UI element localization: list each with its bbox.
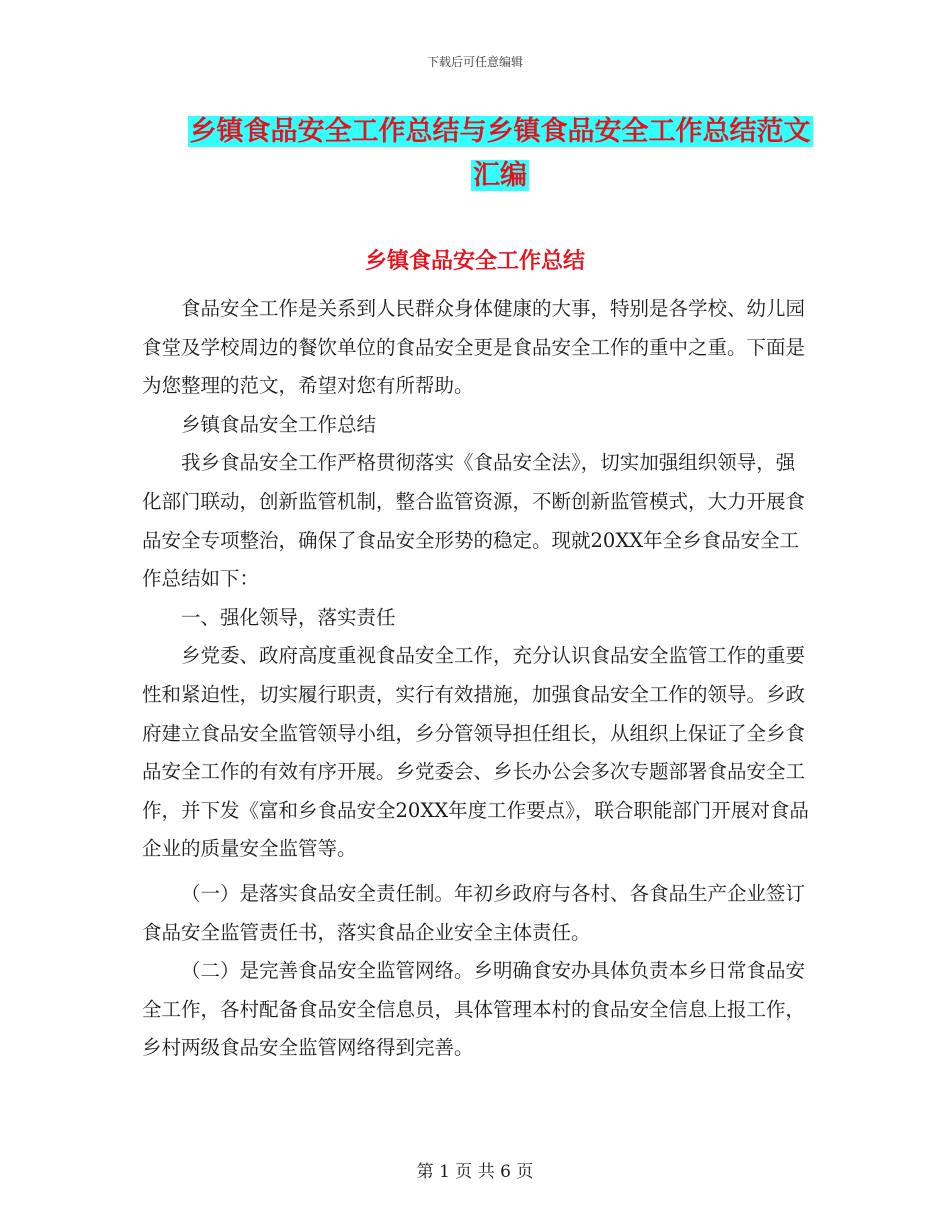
header-note: 下载后可任意编辑: [426, 55, 523, 69]
paragraph-heading-one: 一、强化领导，落实责任: [181, 605, 396, 629]
document-title: [150, 110, 850, 198]
paragraph-overview: 我乡食品安全工作严格贯彻落实《食品安全法》，切实加强组织领导，强化部门联动，创新监管机制，整合监管资源，不断创新监管模式，大力开展食品安全专项整治，确保了食品安全形势的稳定。现就20XX年全乡食品安全工作总结如下：: [142, 451, 806, 591]
paragraph-item-2: （二）是完善食品安全监管网络。乡明确食安办具体负责本乡日常食品安全工作，各村配备食品安全信息员，具体管理本村的食品安全信息上报工作，乡村两级食品安全监管网络得到完善。: [142, 959, 806, 1060]
document-title-line-2: 汇编: [473, 160, 527, 191]
document-body: [142, 290, 814, 1068]
document-title-line-1: 乡镇食品安全工作总结与乡镇食品安全工作总结范文: [189, 116, 811, 147]
section-title: 乡镇食品安全工作总结: [364, 249, 585, 274]
paragraph-leadership: 乡党委、政府高度重视食品安全工作，充分认识食品安全监管工作的重要性和紧迫性，切实履行职责，实行有效措施，加强食品安全工作的领导。乡政府建立食品安全监管领导小组，乡分管领导担任组长，从组织上保证了全乡食品安全工作的有效有序开展。乡党委会、乡长办公会多次专题部署食品安全工作，并下发《富和乡食品安全20XX年度工作要点》，联合职能部门开展对食品企业的质量安全监管等。: [142, 644, 809, 861]
paragraph-item-1: （一）是落实食品安全责任制。年初乡政府与各村、各食品生产企业签订食品安全监管责任书，落实食品企业安全主体责任。: [142, 881, 806, 944]
paragraph-subheading: 乡镇食品安全工作总结: [181, 412, 377, 436]
page-number: 第 1 页 共 6 页: [416, 1162, 534, 1182]
paragraph-intro: 食品安全工作是关系到人民群众身体健康的大事，特别是各学校、幼儿园食堂及学校周边的餐饮单位的食品安全更是食品安全工作的重中之重。下面是为您整理的范文，希望对您有所帮助。: [142, 297, 806, 398]
